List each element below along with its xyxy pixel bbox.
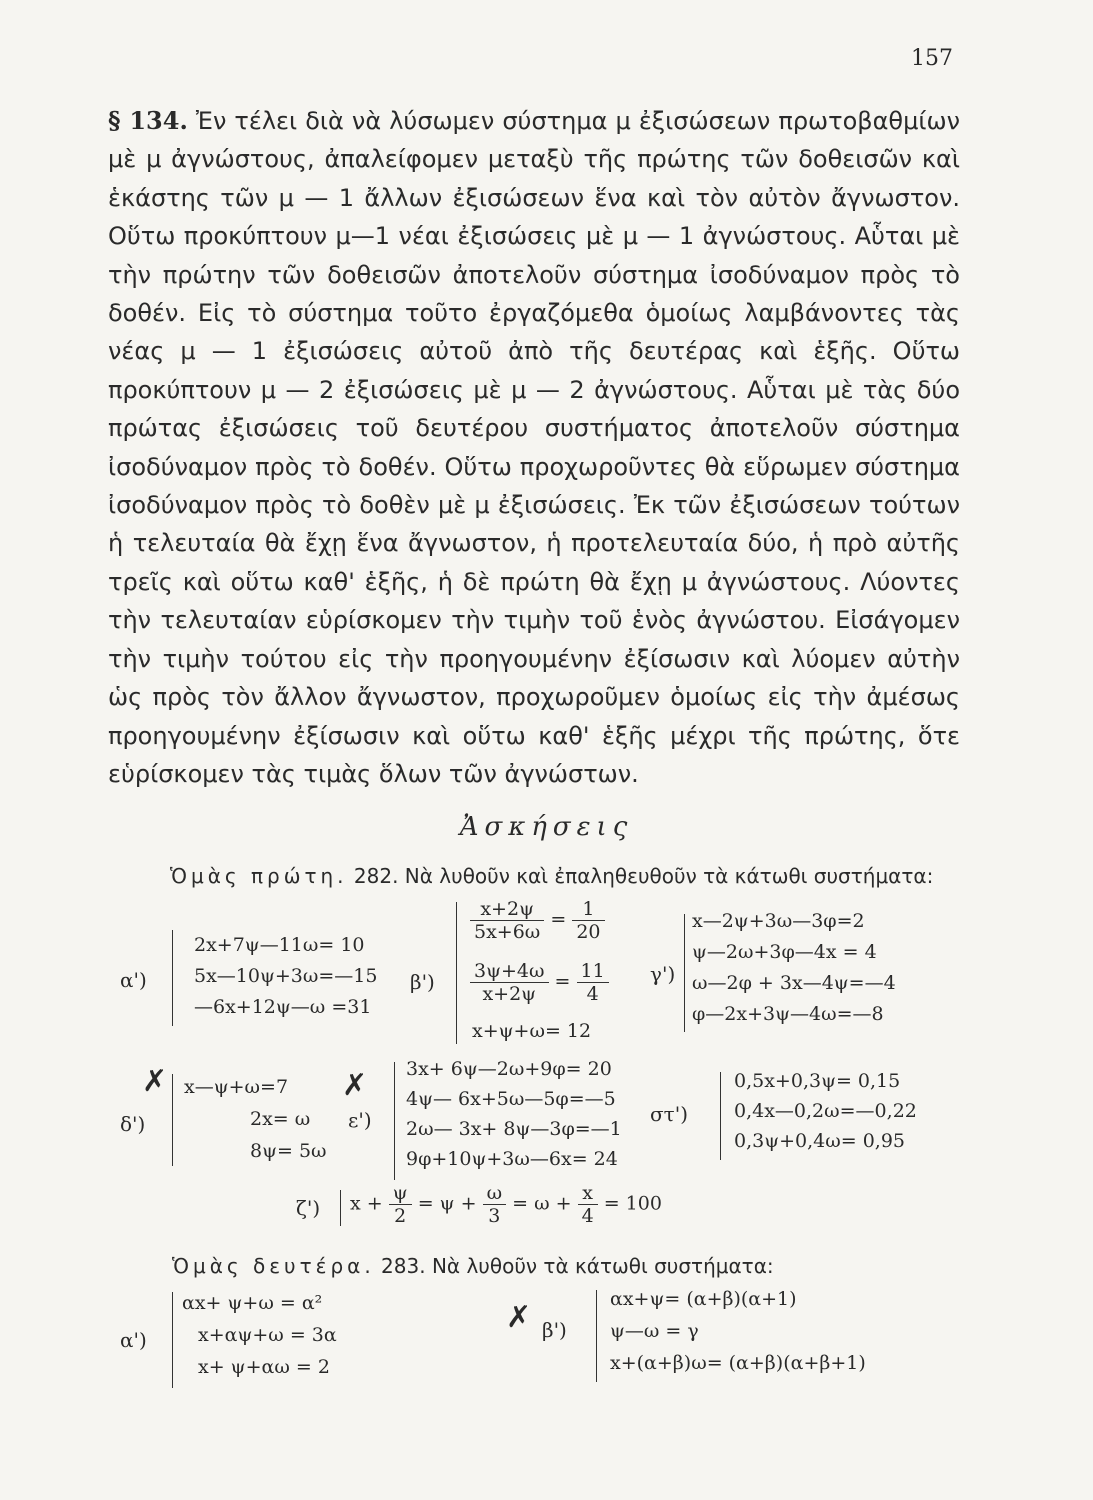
exercises-title: Ἀσκήσεις — [459, 812, 634, 842]
group1-number: 282. — [353, 864, 399, 888]
equation: 0,4x—0,2ω=—0,22 — [734, 1100, 917, 1122]
system-label: β') — [542, 1318, 567, 1342]
system-label: ζ') — [296, 1196, 321, 1220]
equation: 5x—10ψ+3ω=—15 — [194, 965, 378, 987]
handwritten-mark: ✗ — [142, 1064, 168, 1099]
equation: x+(α+β)ω= (α+β)(α+β+1) — [610, 1352, 866, 1374]
system-brace — [340, 1190, 341, 1226]
group1-heading — [170, 864, 933, 888]
equation: ψ—2ω+3φ—4x = 4 — [692, 941, 877, 963]
system-brace — [684, 914, 685, 1032]
page-number: 157 — [911, 46, 953, 71]
equation: 0,3ψ+0,4ω= 0,95 — [734, 1130, 906, 1152]
system-label: β') — [410, 970, 435, 994]
equation-fraction-2: $\frac{3\psi+4\omega}{x+2\psi}$ = $\frac{11}{4}$ — [470, 960, 609, 1005]
equation: 8ψ= 5ω — [250, 1140, 327, 1162]
equation-zeta: x + $\frac{\psi}{2}$ = ψ + $\frac{\omega}{3}$ = ω + $\frac{x}{4}$ = 100 — [350, 1182, 662, 1227]
system-label: α') — [120, 1328, 147, 1352]
equation: ω—2φ + 3x—4ψ=—4 — [692, 972, 896, 994]
equation: 3x+ 6ψ—2ω+9φ= 20 — [406, 1058, 612, 1080]
handwritten-mark: ✗ — [342, 1068, 368, 1103]
equation: ψ—ω = γ — [610, 1320, 699, 1342]
system-label: γ') — [650, 962, 676, 986]
system-label: στ') — [650, 1102, 689, 1126]
system-label: α') — [120, 968, 147, 992]
section-text: Ἐν τέλει διὰ νὰ λύσωμεν σύστημα μ ἐξισώσεων πρωτοβαθμίων μὲ μ ἀγνώστους, ἀπαλείφομεν μεταξὺ τῆς πρώτης τῶν δοθεισῶν καὶ ἑκάστης τῶν μ — 1 ἄλλων ἐξισώσεων ἕνα καὶ τὸν αὐτὸν ἄγνωστον. Οὕτω προκύπτουν μ—1 νέαι ἐξισώσεις μὲ μ — 1 ἀγνώστους. Αὗται μὲ τὴν πρώτην τῶν δοθεισῶν ἀποτελοῦν σύστημα ἰσοδύναμον πρὸς τὸ δοθέν. Εἰς τὸ σύστημα τοῦτο ἐργαζόμεθα ὁμοίως λαμβάνοντες τὰς νέας μ — 1 ἐξισώσεις αὐτοῦ ἀπὸ τῆς δευτέρας καὶ ἑξῆς. Οὕτω προκύπτουν μ — 2 ἐξισώσεις μὲ μ — 2 ἀγνώστους. Αὗται μὲ τὰς δύο πρώτας ἐξισώσεις τοῦ δευτέρου συστήματος ἀποτελοῦν σύστημα ἰσοδύναμον πρὸς τὸ δοθέν. Οὕτω προχωροῦντες θὰ εὕρωμεν σύστημα ἰσοδύναμον πρὸς τὸ δοθὲν μὲ μ ἐξισώσεις. Ἐκ τῶν ἐξισώσεων τούτων ἡ τελευταία θὰ ἔχῃ ἕνα ἄγνωστον, ἡ προτελευταία δύο, ἡ πρὸ αὐτῆς τρεῖς καὶ οὕτω καθ' ἑξῆς, ἡ δὲ πρώτη θὰ ἔχῃ μ ἀγνώστους. Λύοντες τὴν τελευταίαν εὑρίσκομεν τὴν τιμὴν τοῦ ἑνὸς ἀγνώστου. Εἰσάγομεν τὴν τιμὴν τούτου εἰς τὴν προηγουμένην ἐξίσωσιν καὶ λύομεν αὐτὴν ὡς πρὸς τὸν ἄλλον ἄγνωστον, προχωροῦμεν ὁμοίως εἰς τὴν ἀμέσως προηγουμένην ἐξίσωσιν καὶ οὕτω καθ' ἑξῆς μέχρι τῆς πρώτης, ὅτε εὑρίσκομεν τὰς τιμὰς ὅλων τῶν ἀγνώστων. — [108, 107, 960, 788]
system-label: ε') — [348, 1108, 372, 1132]
section-number: § 134. — [108, 106, 188, 135]
system-label: δ') — [120, 1112, 146, 1136]
group1-name: Ὁμὰς πρώτη. — [170, 864, 348, 888]
equation: —6x+12ψ—ω =31 — [194, 996, 372, 1018]
equation: 2x= ω — [250, 1108, 311, 1130]
equation: 2x+7ψ—11ω= 10 — [194, 934, 365, 956]
equation: 0,5x+0,3ψ= 0,15 — [734, 1070, 901, 1092]
equation: 9φ+10ψ+3ω—6x= 24 — [406, 1148, 618, 1170]
equation: x—ψ+ω=7 — [184, 1076, 289, 1098]
equation: x—2ψ+3ω—3φ=2 — [692, 910, 865, 932]
equation: x+ψ+ω= 12 — [472, 1020, 592, 1042]
system-brace — [394, 1062, 395, 1180]
system-brace — [172, 1292, 173, 1388]
group2-instruction: Νὰ λυθοῦν τὰ κάτωθι συστήματα: — [431, 1254, 774, 1278]
system-brace — [172, 1074, 173, 1166]
system-brace — [456, 902, 457, 1044]
system-brace — [596, 1290, 597, 1382]
equation: x+αψ+ω = 3α — [198, 1324, 337, 1346]
group2-number: 283. — [381, 1254, 426, 1278]
section-paragraph — [108, 102, 960, 793]
equation: φ—2x+3ψ—4ω=—8 — [692, 1003, 884, 1025]
system-brace — [172, 930, 173, 1026]
equation: 2ω— 3x+ 8ψ—3φ=—1 — [406, 1118, 622, 1140]
group1-instruction: Νὰ λυθοῦν καὶ ἐπαληθευθοῦν τὰ κάτωθι συστήματα: — [404, 864, 934, 888]
equation: αx+ψ= (α+β)(α+1) — [610, 1288, 797, 1310]
handwritten-mark: ✗ — [506, 1300, 532, 1335]
system-brace — [720, 1072, 721, 1160]
equation: 4ψ— 6x+5ω—5φ=—5 — [406, 1088, 616, 1110]
equation-fraction-1: $\frac{x+2\psi}{5x+6\omega}$ = $\frac{1}{20}$ — [470, 898, 605, 943]
group2-name: Ὁμὰς δευτέρα. — [172, 1254, 375, 1278]
equation: αx+ ψ+ω = α² — [182, 1292, 323, 1314]
equation: x+ ψ+αω = 2 — [198, 1356, 330, 1378]
group2-heading — [172, 1254, 774, 1278]
